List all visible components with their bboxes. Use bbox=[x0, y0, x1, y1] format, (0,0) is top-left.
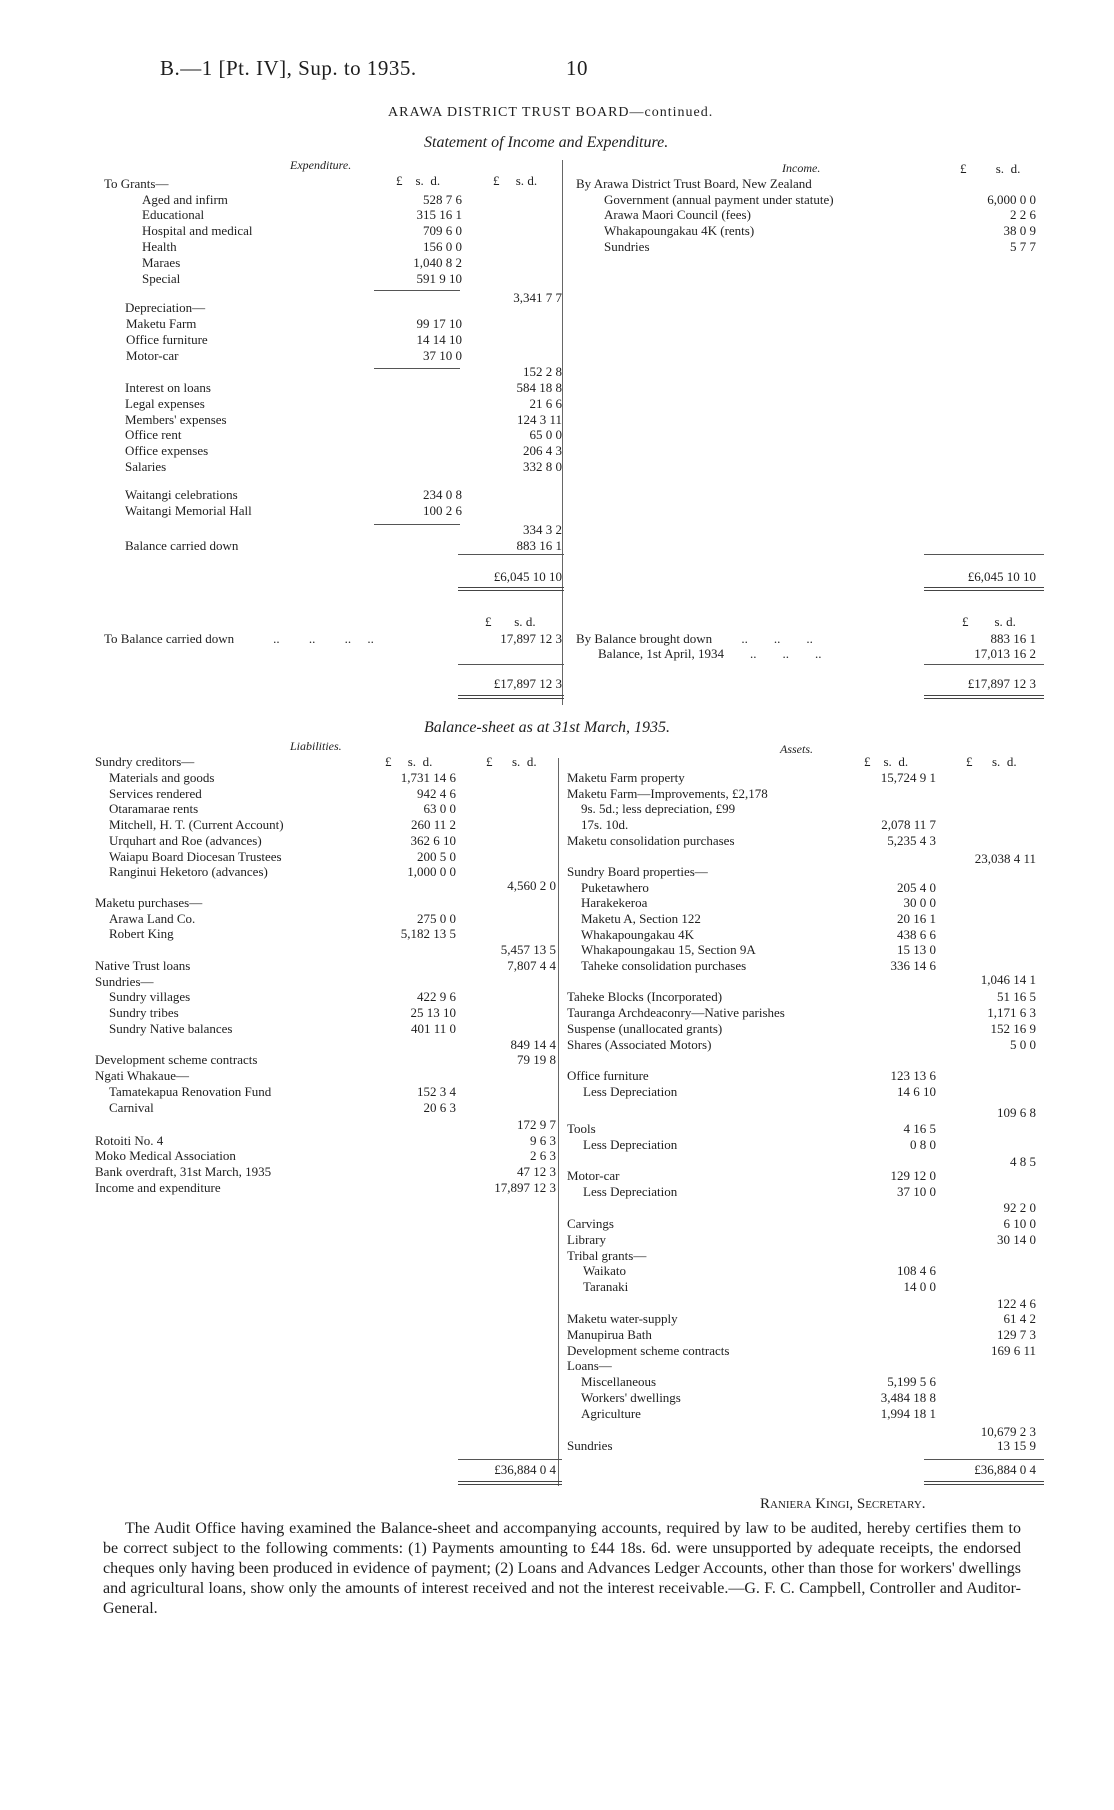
balance-sheet-heading: Balance-sheet as at 31st March, 1935. bbox=[424, 719, 671, 736]
income-unit-header: £ s. d. bbox=[960, 161, 1021, 176]
asset-row-amount: 109 6 8 bbox=[997, 1105, 1036, 1120]
expenditure-row-amount: 14 14 10 bbox=[416, 332, 462, 347]
liability-row-label: Services rendered bbox=[109, 786, 202, 801]
asset-row-label: Tauranga Archdeaconry—Native parishes bbox=[567, 1005, 785, 1020]
asset-row-label: Miscellaneous bbox=[581, 1374, 657, 1389]
asset-row-label: Waikato bbox=[583, 1263, 626, 1278]
liability-row-label: Moko Medical Association bbox=[95, 1148, 236, 1163]
liability-row-label: Arawa Land Co. bbox=[109, 911, 196, 926]
asset-row-label: Taheke consolidation purchases bbox=[581, 958, 747, 973]
liability-row-amount: 172 9 7 bbox=[517, 1117, 556, 1132]
liability-row-label: Ngati Whakaue— bbox=[95, 1068, 189, 1083]
liability-row-amount: 4,560 2 0 bbox=[507, 878, 556, 893]
expenditure-row-amount: 332 8 0 bbox=[523, 459, 562, 474]
expenditure-row-amount: 591 9 10 bbox=[416, 271, 462, 286]
balance-unit-header-right: £ s. d. bbox=[962, 614, 1016, 629]
liability-row-label: Rotoiti No. 4 bbox=[95, 1133, 164, 1148]
audit-certificate: The Audit Office having examined the Balance-sheet and accompanying accounts, required by law to be audited, hereby certifies them to be correct subject to the following comments: (1) Payments amounting to £44 18s. 6d. were unsupported by adequate receipts, the endorsed cheques only having been produced in evidence of payment; (2) Loans and Advances Ledger Accounts, other than those for workers' dwellings and agricultural loans, show only the amounts of interest received and not the interest receivable.—G. F. C. Campbell, Controller and Auditor-General. bbox=[103, 1520, 1021, 1617]
rule bbox=[458, 664, 564, 665]
rule bbox=[458, 1459, 562, 1460]
liability-row-amount: 942 4 6 bbox=[417, 786, 456, 801]
expenditure-row-amount: 334 3 2 bbox=[523, 522, 562, 537]
asset-row-label: Whakapoungakau 15, Section 9A bbox=[581, 942, 756, 957]
income-row-label: Arawa Maori Council (fees) bbox=[604, 207, 751, 222]
liability-row-amount: 5,182 13 5 bbox=[400, 926, 456, 941]
asset-row-label: Library bbox=[567, 1232, 606, 1247]
asset-row-amount: 30 14 0 bbox=[997, 1232, 1036, 1247]
asset-row-label: Maketu water-supply bbox=[567, 1311, 678, 1326]
expenditure-row-label: Educational bbox=[142, 207, 205, 222]
asset-row-label: Maketu A, Section 122 bbox=[581, 911, 701, 926]
balance-carried-down-amount: 17,897 12 3 bbox=[500, 631, 562, 646]
liability-row-label: Development scheme contracts bbox=[95, 1052, 258, 1067]
expenditure-row-amount: 152 2 8 bbox=[523, 364, 562, 379]
rule bbox=[374, 290, 460, 291]
liability-row-amount: 9 6 3 bbox=[530, 1133, 556, 1148]
liability-row-amount: 47 12 3 bbox=[517, 1164, 556, 1179]
asset-row-label: Harakekeroa bbox=[581, 895, 648, 910]
income-row-amount: 5 7 7 bbox=[1010, 239, 1036, 254]
asset-row-amount: 5,235 4 3 bbox=[887, 833, 936, 848]
asset-row-label: Sundries bbox=[567, 1438, 613, 1453]
expenditure-row-amount: 156 0 0 bbox=[423, 239, 462, 254]
expenditure-row-label: Office expenses bbox=[125, 443, 209, 458]
asset-row-label: Puketawhero bbox=[581, 880, 649, 895]
total-rule bbox=[924, 695, 1044, 699]
rule bbox=[924, 1459, 1044, 1460]
asset-row-label: Less Depreciation bbox=[583, 1137, 678, 1152]
liability-row-amount: 25 13 10 bbox=[410, 1005, 456, 1020]
asset-row-amount: 108 4 6 bbox=[897, 1263, 936, 1278]
rule bbox=[924, 554, 1044, 555]
asset-row-amount: 438 6 6 bbox=[897, 927, 936, 942]
liability-row-amount: 79 19 8 bbox=[517, 1052, 556, 1067]
income-row-amount: 6,000 0 0 bbox=[987, 192, 1036, 207]
expenditure-unit-header-1: £ s. d. bbox=[396, 173, 441, 188]
asset-row-amount: 23,038 4 11 bbox=[974, 851, 1036, 866]
expenditure-row-amount: 3,341 7 7 bbox=[513, 290, 562, 305]
asset-row-amount: 1,994 18 1 bbox=[880, 1406, 936, 1421]
income-statement-heading: Statement of Income and Expenditure. bbox=[424, 134, 669, 151]
asset-row-amount: 5 0 0 bbox=[1010, 1037, 1036, 1052]
liability-row-label: Robert King bbox=[109, 926, 174, 941]
expenditure-row-amount: 21 6 6 bbox=[529, 396, 562, 411]
expenditure-row-label: Motor-car bbox=[126, 348, 179, 363]
asset-row-label: Taheke Blocks (Incorporated) bbox=[567, 989, 723, 1004]
asset-row-amount: 15 13 0 bbox=[897, 942, 936, 957]
total-rule bbox=[458, 695, 564, 699]
opening-balance-label: Balance, 1st April, 1934 .. .. .. bbox=[598, 646, 822, 661]
liability-row-label: Materials and goods bbox=[109, 770, 215, 785]
asset-row-label: Office furniture bbox=[567, 1068, 649, 1083]
document-title: ARAWA DISTRICT TRUST BOARD—continued. bbox=[388, 105, 714, 120]
asset-row-amount: 3,484 18 8 bbox=[880, 1390, 936, 1405]
liability-row-label: Waiapu Board Diocesan Trustees bbox=[109, 849, 282, 864]
rule bbox=[374, 524, 460, 525]
expenditure-row-label: Office furniture bbox=[126, 332, 208, 347]
asset-row-amount: 37 10 0 bbox=[897, 1184, 936, 1199]
income-row-label: Sundries bbox=[604, 239, 650, 254]
liability-row-label: Otaramarae rents bbox=[109, 801, 199, 816]
expenditure-row-amount: 883 16 1 bbox=[516, 538, 562, 553]
assets-unit-header-1: £ s. d. bbox=[864, 754, 909, 769]
expenditure-unit-header-2: £ s. d. bbox=[493, 173, 538, 188]
income-row-label: Whakapoungakau 4K (rents) bbox=[604, 223, 755, 238]
liability-row-label: Ranginui Heketoro (advances) bbox=[109, 864, 268, 879]
assets-heading: Assets. bbox=[780, 742, 813, 756]
asset-row-amount: 129 7 3 bbox=[997, 1327, 1036, 1342]
expenditure-row-label: Special bbox=[142, 271, 181, 286]
rule bbox=[924, 664, 1044, 665]
liability-row-amount: 1,731 14 6 bbox=[400, 770, 456, 785]
balance-left-total: £17,897 12 3 bbox=[493, 676, 562, 691]
liability-row-amount: 422 9 6 bbox=[417, 989, 456, 1004]
income-row-label: Government (annual payment under statute) bbox=[604, 192, 834, 207]
rule bbox=[458, 554, 564, 555]
expenditure-row-label: To Grants— bbox=[104, 176, 169, 191]
asset-row-amount: 0 8 0 bbox=[910, 1137, 936, 1152]
liabilities-unit-header-1: £ s. d. bbox=[385, 754, 433, 769]
expenditure-row-amount: 100 2 6 bbox=[423, 503, 462, 518]
asset-row-amount: 14 0 0 bbox=[903, 1279, 936, 1294]
asset-row-amount: 92 2 0 bbox=[1003, 1200, 1036, 1215]
liability-row-label: Maketu purchases— bbox=[95, 895, 203, 910]
expenditure-row-amount: 1,040 8 2 bbox=[413, 255, 462, 270]
expenditure-row-label: Interest on loans bbox=[125, 380, 211, 395]
asset-row-amount: 51 16 5 bbox=[997, 989, 1036, 1004]
liability-row-amount: 200 5 0 bbox=[417, 849, 456, 864]
expenditure-row-label: Balance carried down bbox=[125, 538, 239, 553]
asset-row-label: Less Depreciation bbox=[583, 1084, 678, 1099]
asset-row-amount: 205 4 0 bbox=[897, 880, 936, 895]
asset-row-amount: 14 6 10 bbox=[897, 1084, 936, 1099]
asset-row-label: Maketu Farm—Improvements, £2,178 bbox=[567, 786, 768, 801]
asset-row-label: Manupirua Bath bbox=[567, 1327, 652, 1342]
balance-unit-header-left: £ s. d. bbox=[485, 614, 536, 629]
asset-row-amount: 61 4 2 bbox=[1003, 1311, 1036, 1326]
liability-row-amount: 362 6 10 bbox=[410, 833, 456, 848]
liabilities-total: £36,884 0 4 bbox=[494, 1462, 556, 1477]
asset-row-label: Maketu Farm property bbox=[567, 770, 685, 785]
expenditure-row-amount: 584 18 8 bbox=[516, 380, 562, 395]
liability-row-label: Income and expenditure bbox=[95, 1180, 221, 1195]
expenditure-row-amount: 37 10 0 bbox=[423, 348, 462, 363]
asset-row-label: 17s. 10d. bbox=[581, 817, 629, 832]
asset-row-label: Motor-car bbox=[567, 1168, 620, 1183]
expenditure-row-label: Hospital and medical bbox=[142, 223, 253, 238]
asset-row-label: Whakapoungakau 4K bbox=[581, 927, 694, 942]
expenditure-row-label: Waitangi celebrations bbox=[125, 487, 238, 502]
asset-row-label: Shares (Associated Motors) bbox=[567, 1037, 712, 1052]
liability-row-amount: 20 6 3 bbox=[423, 1100, 456, 1115]
liabilities-unit-header-2: £ s. d. bbox=[486, 754, 537, 769]
balance-brought-down-amount: 883 16 1 bbox=[990, 631, 1036, 646]
expenditure-row-amount: 206 4 3 bbox=[523, 443, 562, 458]
liability-row-amount: 152 3 4 bbox=[417, 1084, 456, 1099]
asset-row-amount: 10,679 2 3 bbox=[980, 1424, 1036, 1439]
expenditure-heading: Expenditure. bbox=[290, 158, 352, 172]
liability-row-amount: 401 11 0 bbox=[410, 1021, 456, 1036]
asset-row-amount: 20 16 1 bbox=[897, 911, 936, 926]
secretary-signature: Raniera Kingi, Secretary. bbox=[760, 1496, 926, 1512]
expenditure-row-label: Salaries bbox=[125, 459, 167, 474]
income-statement-divider bbox=[562, 160, 563, 705]
asset-row-amount: 30 0 0 bbox=[903, 895, 936, 910]
asset-row-amount: 5,199 5 6 bbox=[887, 1374, 936, 1389]
liability-row-amount: 275 0 0 bbox=[417, 911, 456, 926]
asset-row-label: Development scheme contracts bbox=[567, 1343, 730, 1358]
asset-row-label: Agriculture bbox=[581, 1406, 641, 1421]
assets-total: £36,884 0 4 bbox=[974, 1462, 1036, 1477]
asset-row-label: Sundry Board properties— bbox=[567, 864, 708, 879]
assets-unit-header-2: £ s. d. bbox=[966, 754, 1017, 769]
asset-row-label: Maketu consolidation purchases bbox=[567, 833, 735, 848]
asset-row-amount: 4 16 5 bbox=[903, 1121, 936, 1136]
asset-row-amount: 1,171 6 3 bbox=[987, 1005, 1036, 1020]
liability-row-label: Bank overdraft, 31st March, 1935 bbox=[95, 1164, 272, 1179]
asset-row-amount: 122 4 6 bbox=[997, 1296, 1036, 1311]
liability-row-amount: 849 14 4 bbox=[510, 1037, 556, 1052]
asset-row-label: Tribal grants— bbox=[567, 1248, 647, 1263]
asset-row-label: 9s. 5d.; less depreciation, £99 bbox=[581, 801, 736, 816]
liability-row-label: Urquhart and Roe (advances) bbox=[109, 833, 262, 848]
asset-row-amount: 1,046 14 1 bbox=[980, 972, 1036, 987]
income-row-amount: 38 0 9 bbox=[1003, 223, 1036, 238]
balance-right-total: £17,897 12 3 bbox=[967, 676, 1036, 691]
liability-row-amount: 7,807 4 4 bbox=[507, 958, 556, 973]
expenditure-row-label: Maketu Farm bbox=[126, 316, 197, 331]
asset-row-amount: 336 14 6 bbox=[890, 958, 936, 973]
liability-row-label: Sundries— bbox=[95, 974, 154, 989]
expenditure-row-label: Office rent bbox=[125, 427, 182, 442]
expenditure-row-label: Health bbox=[142, 239, 177, 254]
expenditure-row-label: Waitangi Memorial Hall bbox=[125, 503, 252, 518]
expenditure-row-label: Legal expenses bbox=[125, 396, 205, 411]
asset-row-label: Tools bbox=[567, 1121, 596, 1136]
asset-row-amount: 4 8 5 bbox=[1010, 1154, 1036, 1169]
liability-row-amount: 2 6 3 bbox=[530, 1148, 556, 1163]
asset-row-label: Carvings bbox=[567, 1216, 614, 1231]
liability-row-label: Sundry villages bbox=[109, 989, 191, 1004]
asset-row-label: Workers' dwellings bbox=[581, 1390, 681, 1405]
expenditure-row-amount: 124 3 11 bbox=[516, 412, 562, 427]
expenditure-row-label: Members' expenses bbox=[125, 412, 227, 427]
asset-row-amount: 2,078 11 7 bbox=[881, 817, 936, 832]
asset-row-label: Loans— bbox=[567, 1358, 612, 1373]
income-row-label: By Arawa District Trust Board, New Zealand bbox=[576, 176, 812, 191]
expenditure-row-amount: 234 0 8 bbox=[423, 487, 462, 502]
rule bbox=[374, 368, 460, 369]
total-rule bbox=[458, 1481, 562, 1485]
asset-row-label: Suspense (unallocated grants) bbox=[567, 1021, 723, 1036]
expenditure-row-label: Maraes bbox=[142, 255, 181, 270]
expenditure-row-amount: 528 7 6 bbox=[423, 192, 462, 207]
liability-row-label: Sundry creditors— bbox=[95, 754, 195, 769]
liability-row-label: Tamatekapua Renovation Fund bbox=[109, 1084, 272, 1099]
opening-balance-amount: 17,013 16 2 bbox=[974, 646, 1036, 661]
asset-row-label: Taranaki bbox=[583, 1279, 629, 1294]
asset-row-amount: 15,724 9 1 bbox=[880, 770, 936, 785]
asset-row-label: Less Depreciation bbox=[583, 1184, 678, 1199]
expenditure-row-amount: 315 16 1 bbox=[416, 207, 462, 222]
liabilities-heading: Liabilities. bbox=[290, 739, 342, 753]
balance-brought-down-label: By Balance brought down .. .. .. bbox=[576, 631, 813, 646]
expenditure-row-amount: 99 17 10 bbox=[416, 316, 462, 331]
liability-row-label: Native Trust loans bbox=[95, 958, 191, 973]
liability-row-amount: 5,457 13 5 bbox=[500, 942, 556, 957]
liability-row-label: Sundry Native balances bbox=[109, 1021, 233, 1036]
asset-row-amount: 152 16 9 bbox=[990, 1021, 1036, 1036]
liability-row-label: Sundry tribes bbox=[109, 1005, 179, 1020]
liability-row-label: Mitchell, H. T. (Current Account) bbox=[109, 817, 284, 832]
expenditure-row-amount: 709 6 0 bbox=[423, 223, 462, 238]
balance-sheet-divider bbox=[558, 758, 559, 1486]
expenditure-row-label: Depreciation— bbox=[125, 300, 206, 315]
income-row-amount: 2 2 6 bbox=[1010, 207, 1036, 222]
income-total: £6,045 10 10 bbox=[967, 569, 1036, 584]
expenditure-row-amount: 65 0 0 bbox=[529, 427, 562, 442]
income-heading: Income. bbox=[782, 161, 821, 175]
document-reference: B.—1 [Pt. IV], Sup. to 1935. bbox=[160, 56, 417, 80]
total-rule bbox=[924, 587, 1044, 591]
liability-row-label: Carnival bbox=[109, 1100, 154, 1115]
asset-row-amount: 129 12 0 bbox=[890, 1168, 936, 1183]
total-rule bbox=[458, 587, 564, 591]
liability-row-amount: 1,000 0 0 bbox=[407, 864, 456, 879]
asset-row-amount: 169 6 11 bbox=[990, 1343, 1036, 1358]
liability-row-amount: 17,897 12 3 bbox=[494, 1180, 556, 1195]
liability-row-amount: 63 0 0 bbox=[423, 801, 456, 816]
balance-carried-down-label: To Balance carried down .. .. .. .. bbox=[104, 631, 374, 646]
asset-row-amount: 13 15 9 bbox=[997, 1438, 1036, 1453]
expenditure-row-label: Aged and infirm bbox=[142, 192, 228, 207]
asset-row-amount: 123 13 6 bbox=[890, 1068, 936, 1083]
page-number: 10 bbox=[566, 56, 588, 80]
total-rule bbox=[924, 1481, 1044, 1485]
asset-row-amount: 6 10 0 bbox=[1003, 1216, 1036, 1231]
expenditure-total: £6,045 10 10 bbox=[493, 569, 562, 584]
liability-row-amount: 260 11 2 bbox=[410, 817, 456, 832]
